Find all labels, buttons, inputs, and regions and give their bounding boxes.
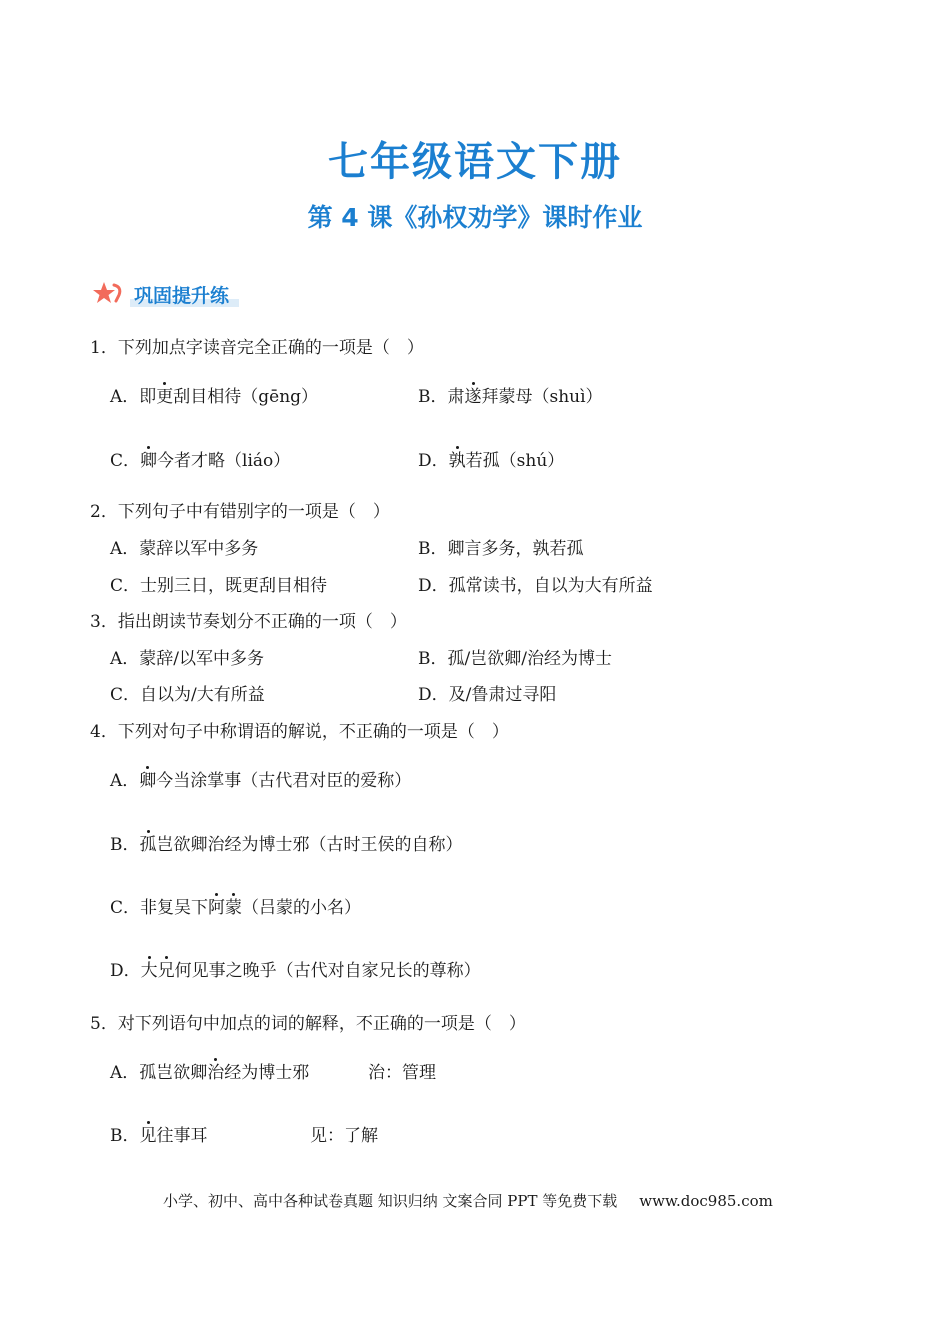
question-3-stem: 3．指出朗读节奏划分不正确的一项（ ） xyxy=(90,612,407,632)
dotted-char: 更 xyxy=(156,387,174,407)
option-text: 岂欲卿治经为博士邪（古时王侯的自称） xyxy=(156,835,463,855)
dotted-char: 见 xyxy=(139,1126,157,1146)
dotted-char: 治 xyxy=(207,1063,225,1083)
option-text: 今当涂掌事（古代君对臣的爱称） xyxy=(156,771,412,791)
option-text: 往事耳 xyxy=(156,1126,208,1146)
question-2-stem: 2．下列句子中有错别字的一项是（ ） xyxy=(90,502,390,522)
dotted-char: 卿 xyxy=(139,771,157,791)
q3-option-b: B．孤/岂欲卿/治经为博士 xyxy=(418,649,612,669)
option-prefix: B．肃 xyxy=(418,387,465,407)
section-label: 巩固提升练 xyxy=(130,281,233,308)
option-prefix: C． xyxy=(110,451,141,471)
option-text: 经为博士邪 xyxy=(224,1063,310,1083)
option-prefix: C．非复吴下 xyxy=(110,898,209,918)
q3-option-d: D．及/鲁肃过寻阳 xyxy=(418,685,557,705)
q4-option-b xyxy=(110,834,463,856)
dotted-char: 孤 xyxy=(139,835,157,855)
q1-option-d xyxy=(418,450,564,472)
option-text: 拜蒙母（shuì） xyxy=(481,387,603,407)
footer-site-link[interactable]: www.doc985.com xyxy=(639,1192,773,1210)
question-4-stem: 4．下列对句子中称谓语的解说，不正确的一项是（ ） xyxy=(90,722,509,742)
option-text: 刮目相待（gēng） xyxy=(173,387,319,407)
option-prefix: B． xyxy=(110,835,140,855)
q2-option-a: A．蒙辞以军中多务 xyxy=(110,539,259,559)
option-prefix: D． xyxy=(418,451,449,471)
q5-option-a-gloss: 治：管理 xyxy=(368,1063,436,1083)
q5-option-b-gloss: 见：了解 xyxy=(310,1126,378,1146)
page-title: 七年级语文下册 xyxy=(328,139,622,185)
q2-option-c: C．士别三日，既更刮目相待 xyxy=(110,576,328,596)
dotted-char: 孰 xyxy=(448,451,466,471)
option-prefix: A．即 xyxy=(110,387,157,407)
q2-option-d: D．孤常读书，自以为大有所益 xyxy=(418,576,653,596)
q5-option-a xyxy=(110,1062,309,1084)
q1-option-b xyxy=(418,386,603,408)
section-header xyxy=(92,279,233,309)
option-text: 何见事之晚乎（古代对自家兄长的尊称） xyxy=(174,961,481,981)
dotted-char: 蒙 xyxy=(225,898,243,918)
option-prefix: A．孤岂欲卿 xyxy=(110,1063,208,1083)
q1-option-c xyxy=(110,450,290,472)
option-text: （吕蒙的小名） xyxy=(242,898,362,918)
star-icon xyxy=(92,281,124,307)
q1-option-a xyxy=(110,386,318,408)
q4-option-d xyxy=(110,960,481,982)
option-prefix: A． xyxy=(110,771,140,791)
option-prefix: B． xyxy=(110,1126,140,1146)
dotted-char: 卿 xyxy=(140,451,158,471)
question-1-stem: 1．下列加点字读音完全正确的一项是（ ） xyxy=(90,338,424,358)
footer-text: 小学、初中、高中各种试卷真题 知识归纳 文案合同 PPT 等免费下载 xyxy=(163,1192,618,1210)
dotted-char: 阿 xyxy=(208,898,226,918)
q4-option-c xyxy=(110,897,361,919)
dotted-char: 兄 xyxy=(157,961,175,981)
q2-option-b: B．卿言多务，孰若孤 xyxy=(418,539,584,559)
option-prefix: D． xyxy=(110,961,141,981)
option-text: 今者才略（liáo） xyxy=(157,451,291,471)
q4-option-a xyxy=(110,770,411,792)
q3-option-c: C．自以为/大有所益 xyxy=(110,685,265,705)
dotted-char: 大 xyxy=(140,961,158,981)
question-5-stem: 5．对下列语句中加点的词的解释，不正确的一项是（ ） xyxy=(90,1014,526,1034)
page-footer xyxy=(163,1190,773,1211)
q3-option-a: A．蒙辞/以军中多务 xyxy=(110,649,265,669)
option-text: 若孤（shú） xyxy=(465,451,565,471)
dotted-char: 遂 xyxy=(464,387,482,407)
q5-option-b xyxy=(110,1125,208,1147)
page-subtitle: 第 4 课《孙权劝学》课时作业 xyxy=(307,203,643,232)
